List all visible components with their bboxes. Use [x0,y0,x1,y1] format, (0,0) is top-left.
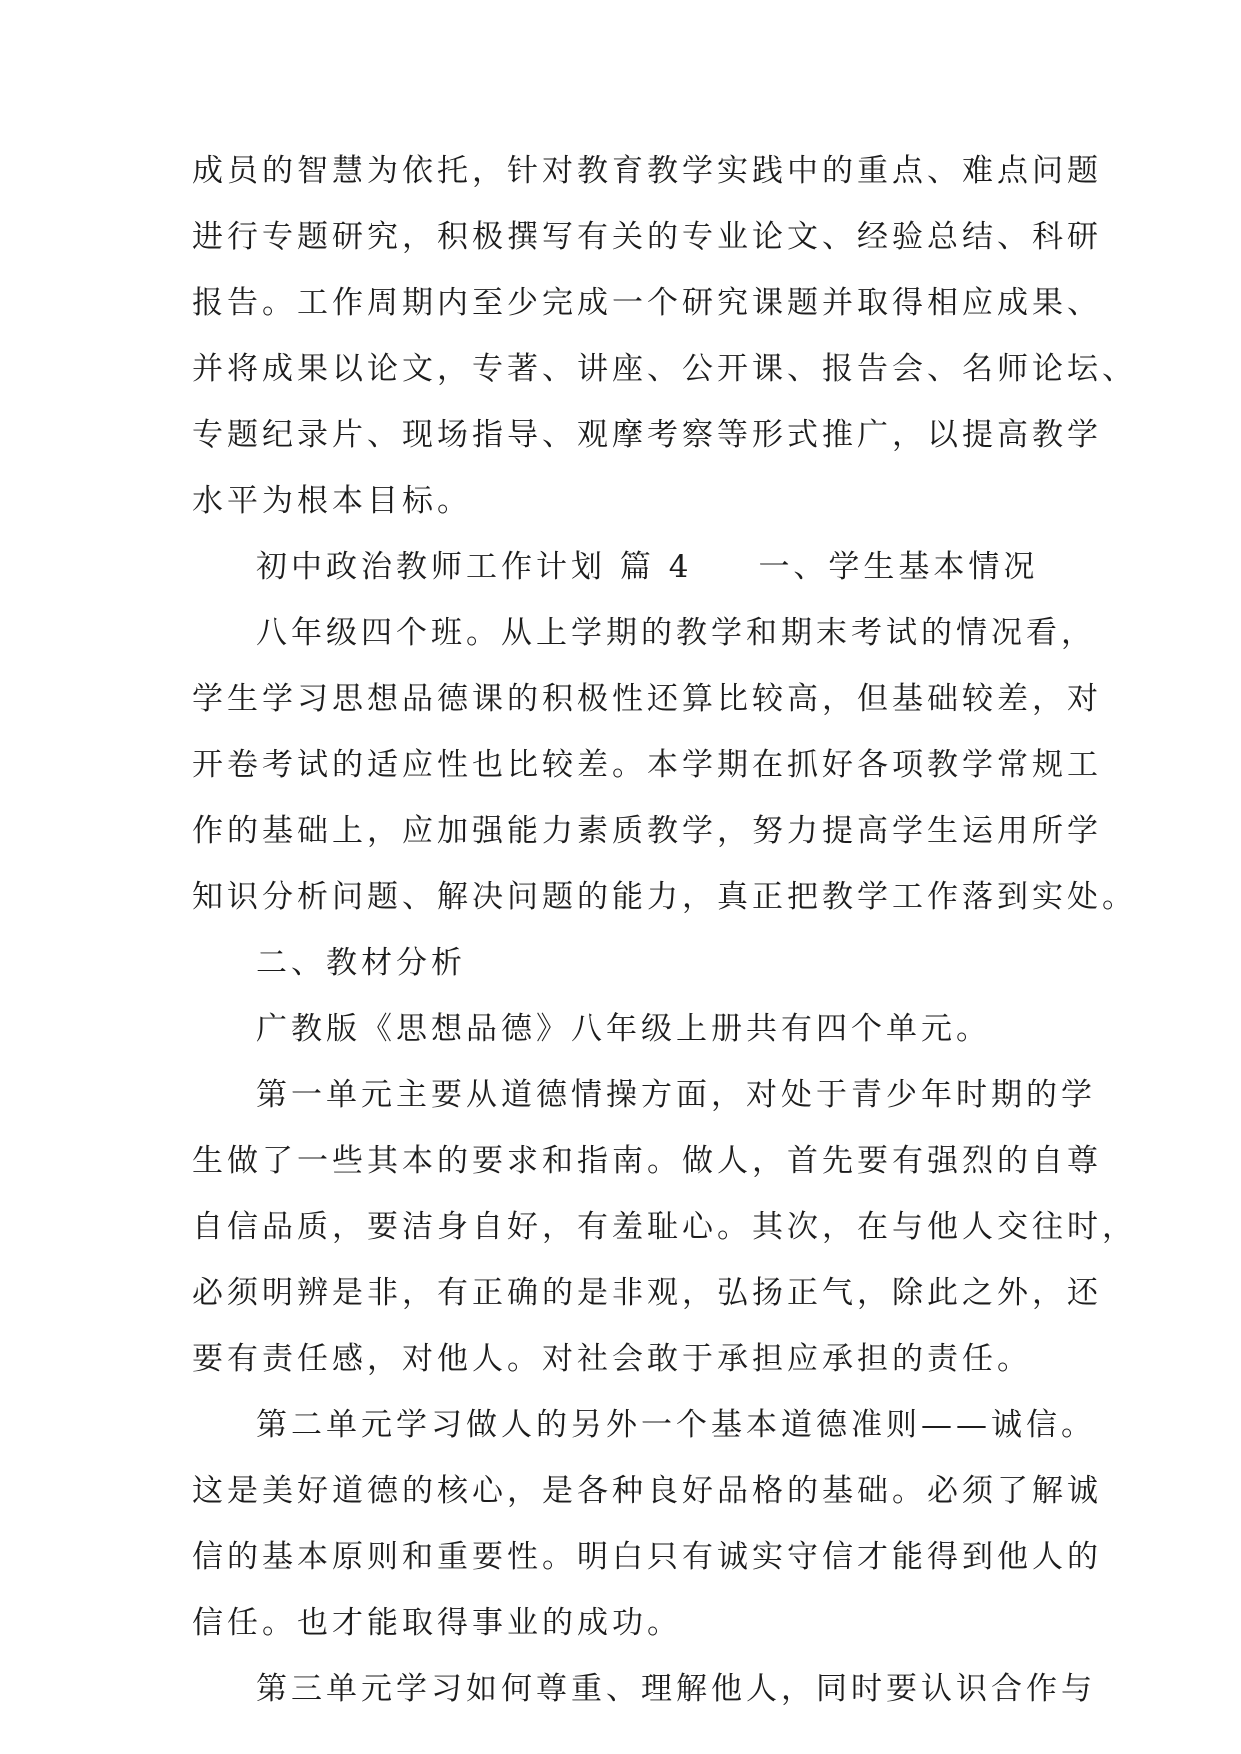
text-line: 水平为根本目标。 [192,483,472,519]
materials-intro: 广教版《思想品德》八年级上册共有四个单元。 [256,1011,991,1047]
text-line: 第三单元学习如何尊重、理解他人，同时要认识合作与 [256,1671,1096,1707]
materials-heading: 二、教材分析 [256,945,466,981]
text-line: 要有责任感，对他人。对社会敢于承担应承担的责任。 [192,1341,1032,1377]
text-line: 第一单元主要从道德情操方面，对处于青少年时期的学 [256,1077,1096,1113]
section-heading [192,534,1072,600]
section-subheading: 一、学生基本情况 [758,549,1039,585]
text-line: 这是美好道德的核心，是各种良好品格的基础。必须了解诚 [192,1473,1102,1509]
text-line: 知识分析问题、解决问题的能力，真正把教学工作落到实处。 [192,879,1137,915]
text-line: 信的基本原则和重要性。明白只有诚实守信才能得到他人的 [192,1539,1102,1575]
text-line: 生做了一些其本的要求和指南。做人，首先要有强烈的自尊 [192,1143,1102,1179]
text-line: 专题纪录片、现场指导、观摩考察等形式推广，以提高教学 [192,417,1102,453]
text-line: 开卷考试的适应性也比较差。本学期在抓好各项教学常规工 [192,747,1102,783]
text-line: 作的基础上，应加强能力素质教学，努力提高学生运用所学 [192,813,1102,849]
text-line: 进行专题研究，积极撰写有关的专业论文、经验总结、科研 [192,219,1102,255]
text-line: 报告。工作周期内至少完成一个研究课题并取得相应成果、 [192,285,1102,321]
text-line: 信任。也才能取得事业的成功。 [192,1605,682,1641]
text-line: 学生学习思想品德课的积极性还算比较高，但基础较差，对 [192,681,1102,717]
text-line: 必须明辨是非，有正确的是非观，弘扬正气，除此之外，还 [192,1275,1102,1311]
section-title: 初中政治教师工作计划 篇 4 [256,549,693,585]
document-page [192,138,1137,1722]
text-line: 成员的智慧为依托，针对教育教学实践中的重点、难点问题 [192,153,1102,189]
text-line: 自信品质，要洁身自好，有羞耻心。其次，在与他人交往时， [192,1209,1137,1245]
text-line: 并将成果以论文，专著、讲座、公开课、报告会、名师论坛、 [192,351,1137,387]
text-line: 八年级四个班。从上学期的教学和期末考试的情况看， [256,615,1096,651]
text-line: 第二单元学习做人的另外一个基本道德准则——诚信。 [256,1407,1096,1443]
